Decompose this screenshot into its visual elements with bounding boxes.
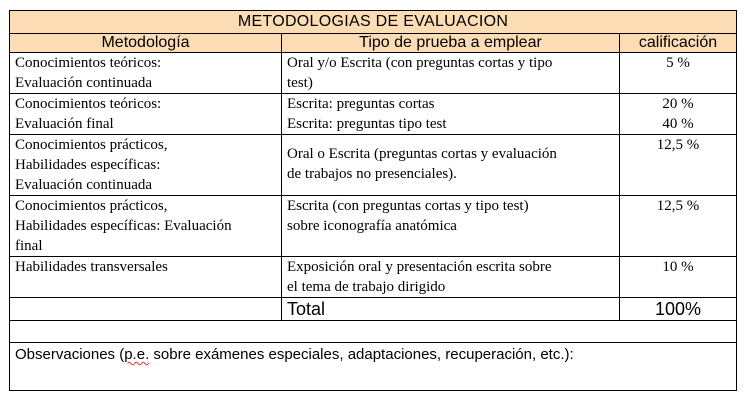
tipo-prueba-line: sobre iconografía anatómica [287, 218, 457, 234]
total-label: Total [282, 298, 620, 321]
observaciones-abbr: p.e. [124, 346, 150, 363]
tipo-prueba-line: el tema de trabajo dirigido [287, 279, 446, 295]
metodologia-cell [10, 257, 282, 298]
title-row [10, 11, 737, 34]
metodologia-cell [10, 135, 282, 196]
metodologia-cell [10, 53, 282, 94]
tipo-prueba-line: Escrita: preguntas cortas [287, 96, 435, 112]
tipo-prueba-cell [282, 53, 620, 94]
tipo-prueba-line: Escrita (con preguntas cortas y tipo test) [287, 198, 529, 214]
metodologia-cell [10, 196, 282, 257]
tipo-prueba-line: de trabajos no presenciales). [287, 166, 457, 182]
tipo-prueba-line: Oral y/o Escrita (con preguntas cortas y tipo [287, 55, 553, 71]
tipo-prueba-line: Oral o Escrita (preguntas cortas y evaluación [287, 146, 557, 162]
evaluation-methodology-table [9, 10, 737, 391]
calificacion-value: 40 % [662, 116, 694, 132]
column-header-row [10, 34, 737, 53]
tipo-prueba-line: test) [287, 75, 313, 91]
calificacion-cell [620, 94, 737, 135]
observaciones-row [10, 343, 737, 391]
metodologia-line: Habilidades específicas: Evaluación [15, 218, 232, 234]
calificacion-value: 12,5 % [656, 198, 700, 214]
spacer-cell [10, 321, 737, 343]
calificacion-cell [620, 135, 737, 196]
tipo-prueba-cell [282, 135, 620, 196]
calificacion-cell [620, 257, 737, 298]
metodologia-line: Habilidades transversales [15, 259, 168, 275]
calificacion-value: 5 % [666, 55, 690, 71]
header-tipo-prueba: Tipo de prueba a emplear [282, 34, 620, 53]
tipo-prueba-cell [282, 257, 620, 298]
table-row [10, 257, 737, 298]
metodologia-cell [10, 94, 282, 135]
header-calificacion: calificación [620, 34, 737, 53]
total-row [10, 298, 737, 321]
metodologia-line: Habilidades específicas: [15, 157, 161, 173]
metodologia-line: Conocimientos teóricos: [15, 55, 162, 71]
total-value: 100% [620, 298, 737, 321]
evaluation-table-wrapper [9, 10, 736, 391]
observaciones-text-start: Observaciones ( [15, 346, 125, 363]
tipo-prueba-line: Escrita: preguntas tipo test [287, 116, 447, 132]
table-row [10, 196, 737, 257]
table-row [10, 94, 737, 135]
calificacion-value: 20 % [662, 96, 694, 112]
table-row [10, 135, 737, 196]
observaciones-cell [10, 343, 737, 391]
tipo-prueba-cell [282, 196, 620, 257]
calificacion-cell [620, 53, 737, 94]
spacer-row [10, 321, 737, 343]
observaciones-text-end: sobre exámenes especiales, adaptaciones, recuperación, etc.): [149, 346, 574, 363]
tipo-prueba-cell [282, 94, 620, 135]
table-title: METODOLOGIAS DE EVALUACION [10, 11, 737, 34]
metodologia-line: Conocimientos prácticos, [15, 137, 168, 153]
metodologia-line: Conocimientos teóricos: [15, 96, 162, 112]
metodologia-line: final [15, 238, 43, 254]
total-empty-cell [10, 298, 282, 321]
metodologia-line: Evaluación continuada [15, 75, 153, 91]
metodologia-line: Conocimientos prácticos, [15, 198, 168, 214]
calificacion-value: 10 % [662, 259, 694, 275]
header-metodologia: Metodología [10, 34, 282, 53]
calificacion-value: 12,5 % [656, 137, 700, 153]
table-row [10, 53, 737, 94]
metodologia-line: Evaluación continuada [15, 177, 153, 193]
metodologia-line: Evaluación final [15, 116, 114, 132]
tipo-prueba-line: Exposición oral y presentación escrita sobre [287, 259, 552, 275]
calificacion-cell [620, 196, 737, 257]
